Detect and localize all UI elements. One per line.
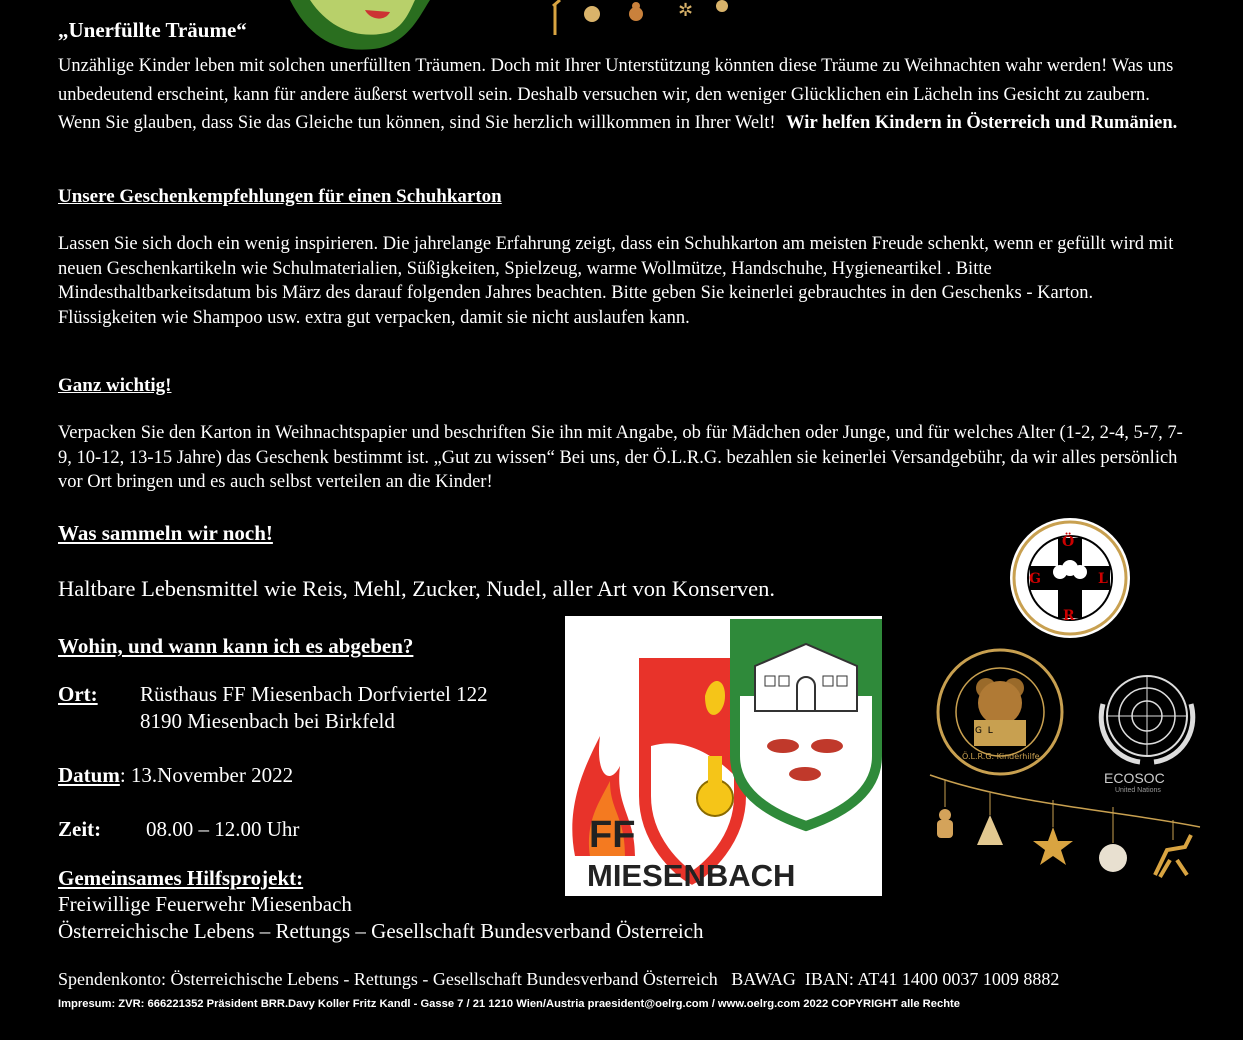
datum-label: Datum xyxy=(58,763,120,787)
ecosoc-sub: United Nations xyxy=(1115,787,1161,794)
dropoff-heading: Wohin, und wann kann ich es abgeben? xyxy=(58,634,414,658)
olrg-letter-g: G xyxy=(1029,571,1041,587)
project-line2: Österreichische Lebens – Rettungs – Gesellschaft Bundesverband Österreich xyxy=(58,919,704,943)
ff-text-line1: FF xyxy=(589,814,636,856)
svg-text:✲: ✲ xyxy=(678,0,694,21)
ecosoc-emblem xyxy=(1085,664,1209,768)
olrg-letter-r: R xyxy=(1063,608,1075,624)
kinderhilfe-letters: G L xyxy=(975,726,993,736)
ornament-garland xyxy=(915,765,1205,895)
ff-text-line2: MIESENBACH xyxy=(587,858,796,893)
project-heading: Gemeinsames Hilfsprojekt: xyxy=(58,866,304,890)
ort-label: Ort: xyxy=(58,682,98,706)
ort-line2: 8190 Miesenbach bei Birkfeld xyxy=(140,709,395,733)
spendenkonto: Spendenkonto: Österreichische Lebens - Rettungs - Gesellschaft Bundesverband Österreich BAWAG IBAN: AT41 1400 0037 1009 8882 xyxy=(58,969,1060,989)
ecosoc-label: ECOSOC xyxy=(1104,770,1165,786)
ff-miesenbach-logo xyxy=(565,616,882,896)
ort-line1: Rüsthaus FF Miesenbach Dorfviertel 122 xyxy=(140,682,488,706)
impressum: Impresum: ZVR: 666221352 Präsident BRR.Davy Koller Fritz Kandl - Gasse 7 / 21 1210 Wien/Austria praesident@oelrg.com / www.oelrg.com 2022 COPYRIGHT alle Rechte xyxy=(58,998,960,1010)
important-heading: Ganz wichtig! xyxy=(58,375,172,396)
top-decoration xyxy=(270,0,750,58)
recommendations-paragraph: Lassen Sie sich doch ein wenig inspirieren. Die jahrelange Erfahrung zeigt, dass ein Schuhkarton am meisten Freude schenkt, wenn er gefüllt wird mit neuen Geschenkartikeln wie Schulmaterialien, Süßigkeiten, Spielzeug, warme Wollmütze, Handschuhe, Hygieneartikel . Bitte Mindesthaltbarkeitsdatum bis März des darauf folgenden Jahres beachten. Bitte geben Sie keinerlei gebrauchtes in den Geschenks - Karton. Flüssigkeiten wie Shampoo usw. extra gut verpacken, damit sie nicht auslaufen kann. xyxy=(58,234,1174,328)
intro-title: „Unerfüllte Träume“ xyxy=(58,18,247,42)
zeit-value: 08.00 – 12.00 Uhr xyxy=(146,817,300,841)
olrg-letter-o: Ö xyxy=(1062,534,1075,550)
datum-value: : 13.November 2022 xyxy=(119,763,294,787)
important-paragraph: Verpacken Sie den Karton in Weihnachtspapier und beschriften Sie ihn mit Angabe, ob für Mädchen oder Junge, und für welches Alter (1-2, 2-4, 5-7, 7-9, 10-12, 13-15 Jahre) das Geschenk bestimmt ist. „Gut zu wissen“ Bei uns, der Ö.L.R.G. bezahlen sie keinerlei Versandgebühr, da wir alles persönlich vor Ort bringen und es auch selbst verteilen an die Kinder! xyxy=(58,423,1183,492)
intro-paragraph xyxy=(58,52,1188,138)
recommendations-heading: Unsere Geschenkempfehlungen für einen Schuhkarton xyxy=(58,186,502,207)
datum-row xyxy=(58,763,293,788)
project-line1: Freiwillige Feuerwehr Miesenbach xyxy=(58,892,352,916)
zeit-label: Zeit: xyxy=(58,817,102,841)
collect-heading: Was sammeln wir noch! xyxy=(58,521,273,545)
intro-text: Unzählige Kinder leben mit solchen unerfüllten Träumen. Doch mit Ihrer Unterstützung könnten diese Träume zu Weihnachten wahr werden! Was uns unbedeutend erscheint, kann für andere äußerst wertvoll sein. Deshalb versuchen wir, den weniger Glücklichen ein Lächeln ins Gesicht zu zaubern. Wenn Sie glauben, dass Sie das Gleiche tun können, sind Sie herzlich willkommen in Ihrer Welt! xyxy=(58,56,1174,133)
olrg-letter-l: L xyxy=(1098,571,1108,587)
collect-text: Haltbare Lebensmittel wie Reis, Mehl, Zucker, Nudel, aller Art von Konserven. xyxy=(58,576,776,601)
kinderhilfe-bottom: Ö.L.R.G. Kinderhilfe xyxy=(962,752,1040,761)
intro-emphasis: Wir helfen Kindern in Österreich und Rumänien. xyxy=(786,113,1178,133)
